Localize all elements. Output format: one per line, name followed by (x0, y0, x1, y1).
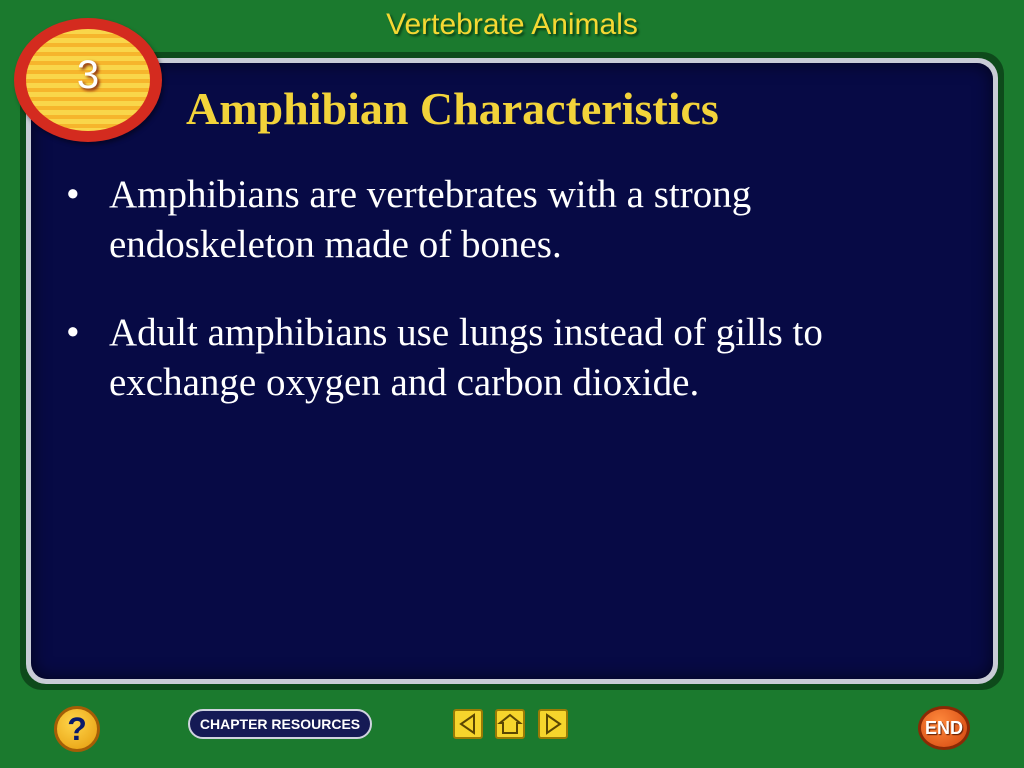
section-number-badge (14, 18, 162, 142)
home-icon (497, 711, 523, 737)
next-slide-button[interactable] (538, 709, 568, 739)
bullet-dot: • (66, 173, 80, 216)
badge-inner (26, 29, 150, 131)
bullet-item (66, 170, 966, 270)
right-arrow-icon (540, 711, 566, 737)
bullet-item (66, 308, 966, 408)
bullet-text: Amphibians are vertebrates with a strong endoskeleton made of bones. (109, 173, 752, 266)
slide-title: Amphibian Characteristics (186, 83, 719, 134)
end-button[interactable]: END (918, 706, 970, 750)
left-arrow-icon (455, 711, 481, 737)
chapter-resources-button[interactable]: CHAPTER RESOURCES (188, 709, 372, 739)
previous-slide-button[interactable] (453, 709, 483, 739)
section-number: 3 (76, 53, 100, 97)
bullet-dot: • (66, 311, 80, 354)
bullet-text: Adult amphibians use lungs instead of gills to exchange oxygen and carbon dioxide. (109, 311, 823, 404)
help-button[interactable]: ? (54, 706, 100, 752)
bullet-list (66, 170, 966, 446)
section-title: Vertebrate Animals (386, 8, 638, 41)
home-button[interactable] (495, 709, 525, 739)
